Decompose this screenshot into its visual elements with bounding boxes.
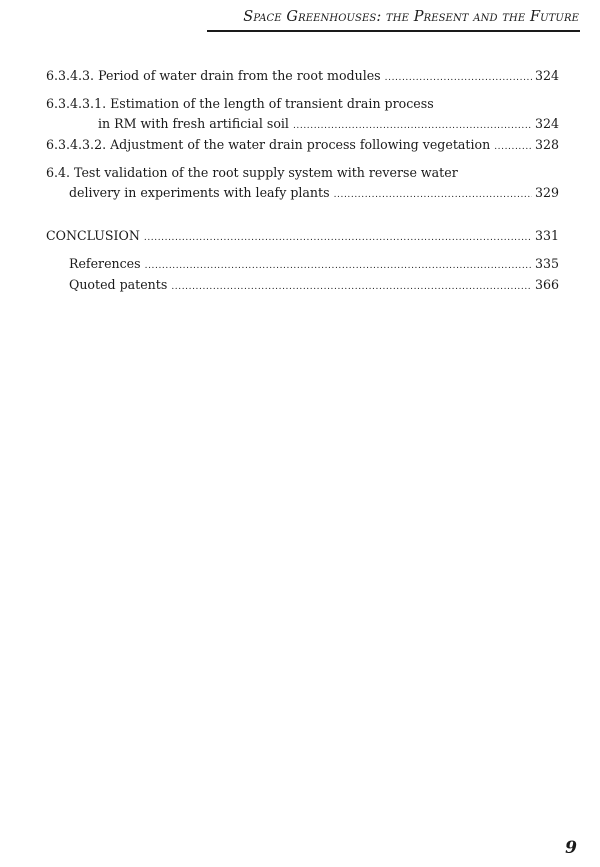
toc-entry-6-4-line1[interactable]: 6.4. Test validation of the root supply system with reverse water (46, 165, 458, 180)
toc-entry-label: 6.3.4.3. Period of water drain from the root modules (46, 68, 381, 83)
dot-leader (334, 187, 532, 203)
dot-leader (171, 279, 532, 295)
toc-entry-references[interactable] (69, 256, 559, 274)
toc-entry-page: 328 (534, 137, 559, 152)
toc-entry-label: References (69, 256, 141, 271)
page-number: 9 (565, 838, 577, 858)
toc-entry-label: 6.3.4.3.2. Adjustment of the water drain process following vegetation (46, 137, 491, 152)
header-rule (207, 30, 580, 32)
toc-entry-page: 335 (534, 256, 559, 271)
toc-entry-label: in RM with fresh artificial soil (98, 116, 289, 131)
dot-leader (385, 70, 532, 86)
toc-entry-page: 329 (534, 185, 559, 200)
toc-entry-conclusion[interactable] (46, 228, 559, 246)
toc-entry-page: 366 (534, 277, 559, 292)
dot-leader (145, 258, 532, 274)
running-header (0, 0, 600, 32)
toc-entry-6-3-4-3-2[interactable] (46, 137, 559, 155)
toc-entry-label: CONCLUSION (46, 228, 140, 243)
dot-leader (293, 118, 532, 134)
dot-leader (494, 139, 532, 155)
toc-entry-page: 324 (534, 68, 559, 83)
toc-entry-label: delivery in experiments with leafy plants (69, 185, 330, 200)
toc-entry-quoted-patents[interactable] (69, 277, 559, 295)
dot-leader (144, 230, 532, 246)
toc-entry-6-3-4-3-1-line1[interactable]: 6.3.4.3.1. Estimation of the length of transient drain process (46, 96, 434, 111)
toc-entry-6-4[interactable] (69, 185, 559, 203)
toc-entry-6-3-4-3[interactable] (46, 68, 559, 86)
toc-entry-page: 324 (534, 116, 559, 131)
toc-entry-label: Quoted patents (69, 277, 168, 292)
running-title: Space Greenhouses: the Present and the Future (243, 9, 579, 25)
toc-entry-page: 331 (534, 228, 559, 243)
toc-entry-6-3-4-3-1[interactable] (98, 116, 559, 134)
